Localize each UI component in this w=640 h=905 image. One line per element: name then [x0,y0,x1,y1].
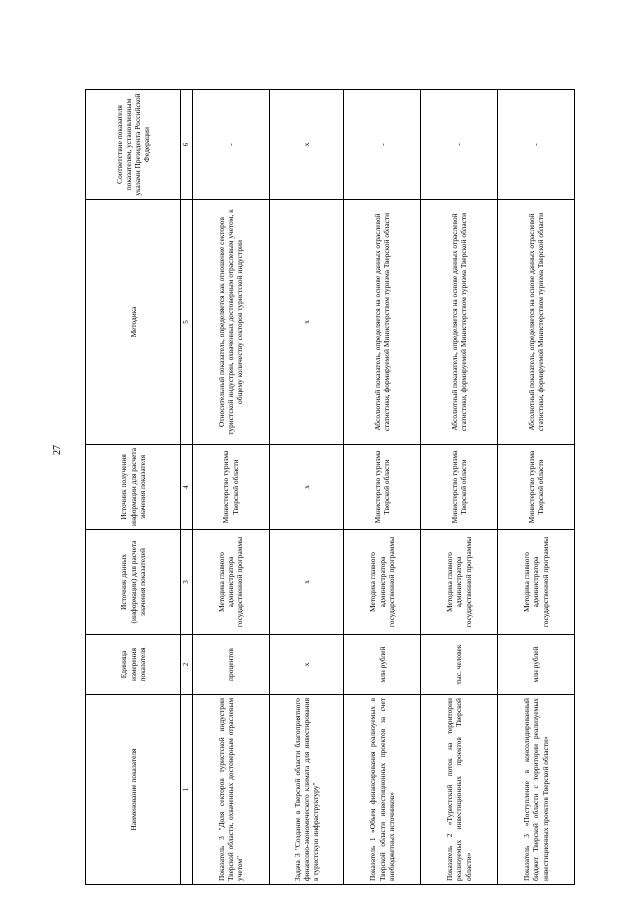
data-source-cell: Методика главного администратора государственной программы [498,530,575,635]
header-info-source: Источник получения информации для расчета значения показателя [86,445,181,530]
method-cell: Абсолютный показатель, определяется на основе данных отраслевой статистики, формируемой Министерством туризма Тверской области [344,200,421,445]
compliance-cell: - [344,90,421,200]
indicator-name: Показатель 2 «Туристский поток на территории реализуемых инвестиционных проектов Тверской области» [421,695,498,885]
indicator-name: Показатель 1 «Объем финансирования реализуемых в Тверской области инвестиционных проектов за счет внебюджетных источников» [344,695,421,885]
unit-cell: млн рублей [344,635,421,695]
unit-cell: х [269,635,344,695]
data-source-cell: Методика главного администратора государственной программы [421,530,498,635]
column-number: 5 [181,200,192,445]
column-number: 1 [181,695,192,885]
task-name: Задача 3 "Создание в Тверской области благоприятного финансово-экономического климата для инвестирования в туристскую инфраструктуру" [269,695,344,885]
table-header-row [86,90,181,885]
rotated-table-container [85,90,575,885]
table-row [192,90,269,885]
compliance-cell: х [269,90,344,200]
header-compliance: Соответствие показателя показателям, установленным указами Президента Российской Федерации [86,90,181,200]
indicators-table [85,89,575,885]
data-source-cell: Методика главного администратора государственной программы [344,530,421,635]
column-number-row [181,90,192,885]
unit-cell: млн рублей [498,635,575,695]
header-unit: Единица измерения показателя [86,635,181,695]
method-cell: Относительный показатель, определяется как отношение секторов туристской индустрии, охваченных достоверным отраслевым учетом, к общему количеству секторов туристской индустрии [192,200,269,445]
column-number: 6 [181,90,192,200]
indicator-name: Показатель 3 "Доля секторов туристской индустрии Тверской области, охваченных достоверным отраслевым учетом" [192,695,269,885]
compliance-cell: - [498,90,575,200]
page-number: 27 [52,445,63,455]
task-row [269,90,344,885]
unit-cell: процентов [192,635,269,695]
header-data-source: Источник данных (информации) для расчета значения показателей [86,530,181,635]
info-source-cell: Министерство туризма Тверской области [421,445,498,530]
indicator-name: Показатель 3 «Поступление в консолидированный бюджет Тверской области с территории реализуемых инвестиционных проектов Тверской области» [498,695,575,885]
data-source-cell: х [269,530,344,635]
table-row [421,90,498,885]
method-cell: Абсолютный показатель, определяется на основе данных отраслевой статистики, формируемой Министерством туризма Тверской области [498,200,575,445]
method-cell: Абсолютный показатель, определяется на основе данных отраслевой статистики, формируемой Министерством туризма Тверской области [421,200,498,445]
column-number: 2 [181,635,192,695]
header-name: Наименование показателя [86,695,181,885]
table-row [344,90,421,885]
data-source-cell: Методика главного администратора государственной программы [192,530,269,635]
table-row [498,90,575,885]
column-number: 4 [181,445,192,530]
unit-cell: тыс. человек [421,635,498,695]
header-method: Методика [86,200,181,445]
compliance-cell: - [421,90,498,200]
info-source-cell: Министерство туризма Тверской области [498,445,575,530]
info-source-cell: Министерство туризма Тверской области [192,445,269,530]
info-source-cell: Министерство туризма Тверской области [344,445,421,530]
info-source-cell: х [269,445,344,530]
compliance-cell: - [192,90,269,200]
method-cell: х [269,200,344,445]
column-number: 3 [181,530,192,635]
